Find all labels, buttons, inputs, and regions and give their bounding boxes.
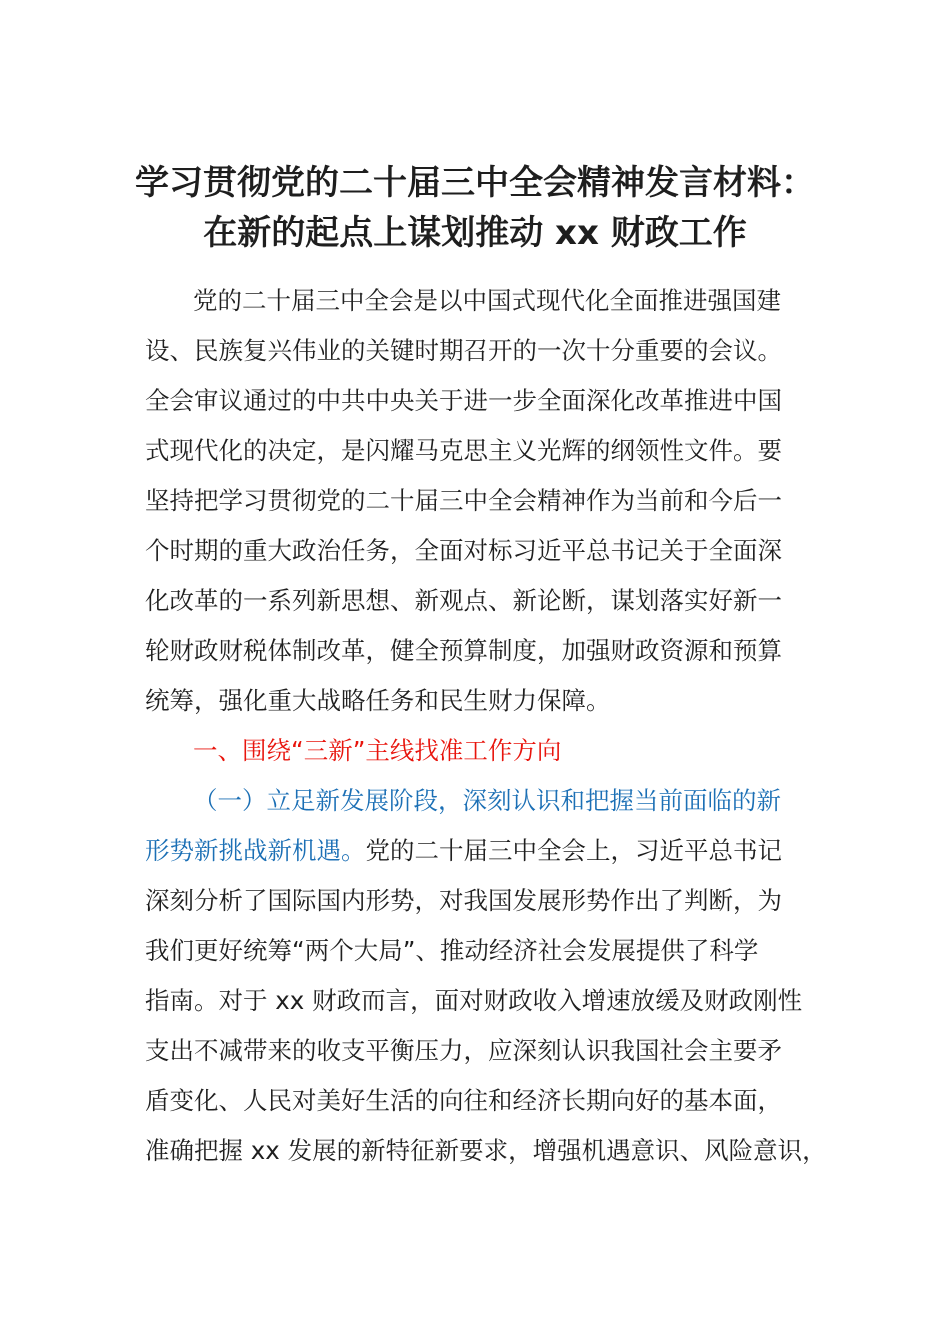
paragraph-line: 深刻分析了国际国内形势，对我国发展形势作出了判断，为 [145,886,782,915]
document-title-line-2: 在新的起点上谋划推动 xx 财政工作 [203,213,747,253]
paragraph-line: 化改革的一系列新思想、新观点、新论断，谋划落实好新一 [145,586,782,615]
paragraph-line: 轮财政财税体制改革，健全预算制度，加强财政资源和预算 [145,636,782,665]
paragraph-line: 支出不减带来的收支平衡压力，应深刻认识我国社会主要矛 [145,1036,782,1065]
paragraph-line: 准确把握 xx 发展的新特征新要求，增强机遇意识、风险意识， [145,1136,827,1165]
paragraph-line: 党的二十届三中全会是以中国式现代化全面推进强国建 [193,286,781,315]
paragraph-line: 指南。对于 xx 财政而言，面对财政收入增速放缓及财政刚性 [145,986,803,1015]
document-title-line-1: 学习贯彻党的二十届三中全会精神发言材料： [135,163,815,203]
paragraph-line: 全会审议通过的中共中央关于进一步全面深化改革推进中国 [145,386,782,415]
paragraph-line: 我们更好统筹“两个大局”、推动经济社会发展提供了科学 [145,936,759,965]
paragraph-line [145,826,782,876]
section-heading: 一、围绕“三新”主线找准工作方向 [193,736,562,765]
subsection-heading: （一）立足新发展阶段，深刻认识和把握当前面临的新 [193,786,781,815]
paragraph-line: 坚持把学习贯彻党的二十届三中全会精神作为当前和今后一 [145,486,782,515]
paragraph-text: 党的二十届三中全会上，习近平总书记 [365,836,782,865]
paragraph-line: 个时期的重大政治任务，全面对标习近平总书记关于全面深 [145,536,782,565]
paragraph-line: 式现代化的决定，是闪耀马克思主义光辉的纲领性文件。要 [145,436,782,465]
paragraph-line: 盾变化、人民对美好生活的向往和经济长期向好的基本面， [145,1086,782,1115]
subsection-heading-continuation: 形势新挑战新机遇。 [145,836,366,865]
paragraph-line: 统筹，强化重大战略任务和民生财力保障。 [145,686,611,715]
paragraph-line: 设、民族复兴伟业的关键时期召开的一次十分重要的会议。 [145,336,782,365]
